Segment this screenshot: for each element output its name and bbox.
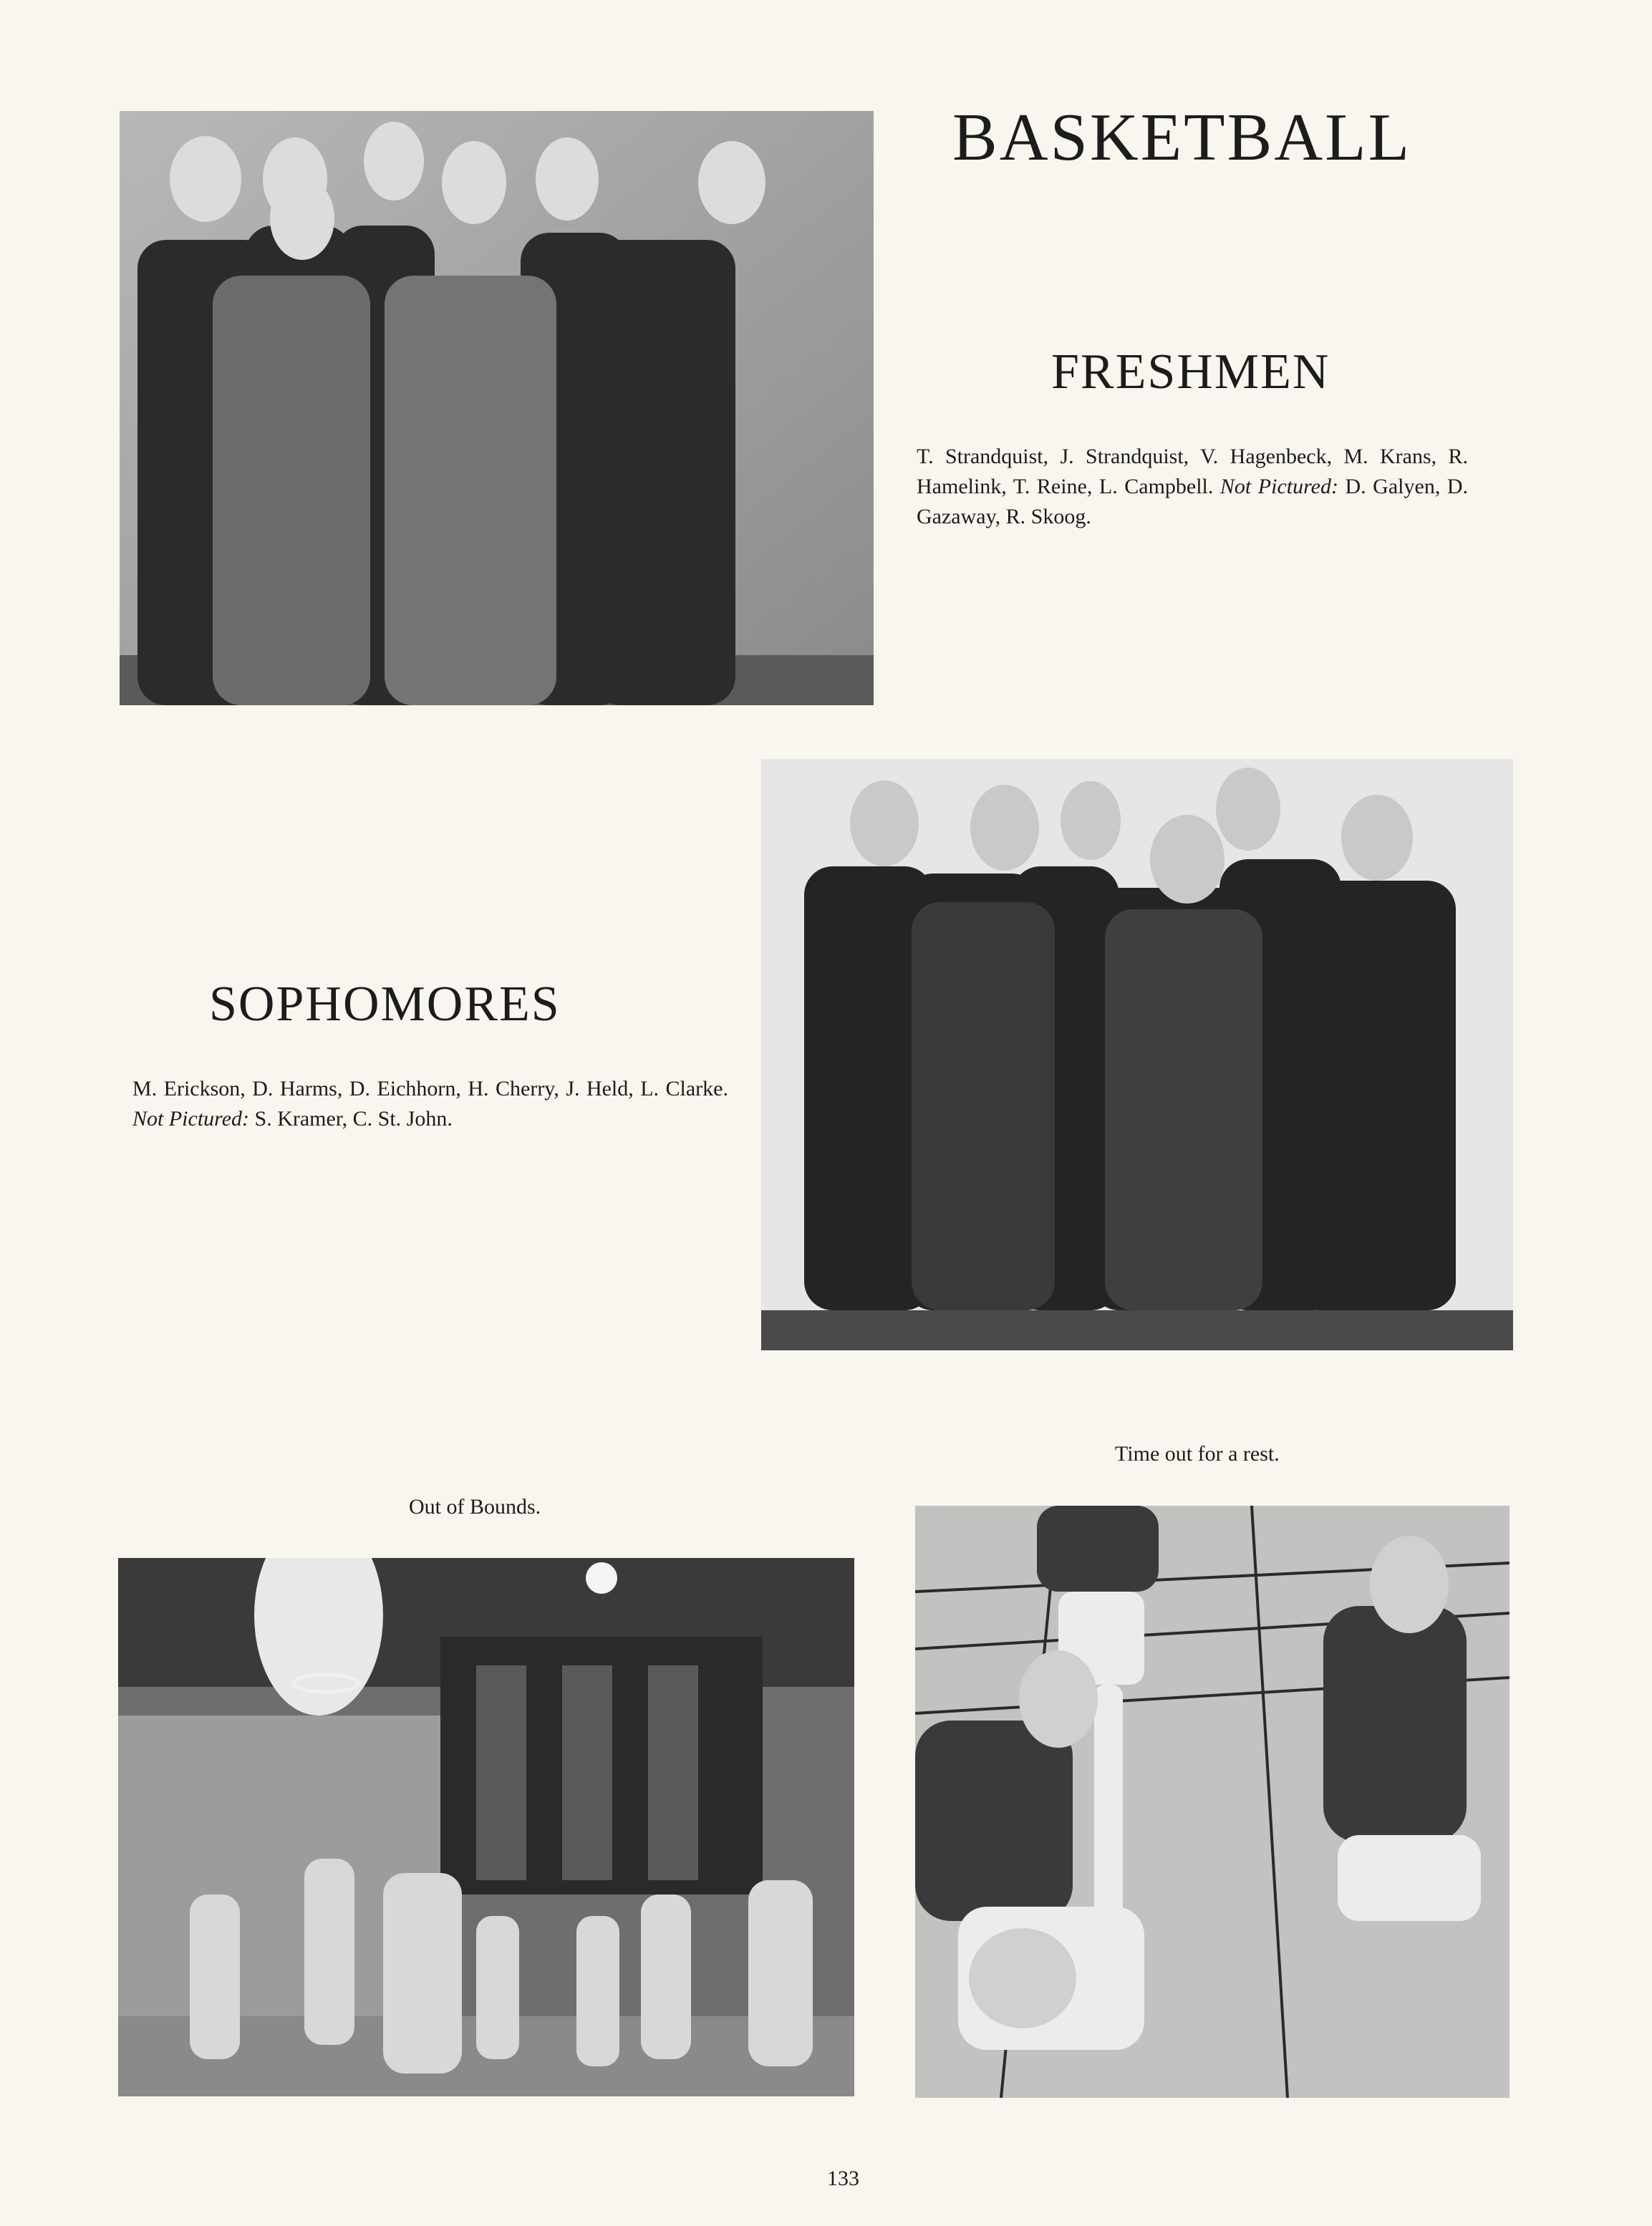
out-of-bounds-photo-image	[118, 1558, 854, 2096]
freshmen-not-pictured-label: Not Pictured:	[1219, 475, 1338, 498]
out-of-bounds-caption: Out of Bounds.	[409, 1495, 541, 1519]
sophomores-team-photo	[761, 759, 1513, 1350]
sophomores-pictured-names: M. Erickson, D. Harms, D. Eichhorn, H. Cherry, J. Held, L. Clarke.	[132, 1077, 728, 1100]
freshmen-names	[917, 442, 1468, 532]
page-title: BASKETBALL	[952, 100, 1411, 175]
time-out-photo	[915, 1506, 1509, 2098]
freshmen-not-pictured-names: D. Galyen, D. Gazaway, R. Skoog.	[917, 475, 1469, 528]
freshmen-heading: FRESHMEN	[1051, 344, 1330, 400]
page-number: 133	[827, 2167, 859, 2190]
time-out-caption: Time out for a rest.	[1115, 1442, 1280, 1466]
freshmen-team-photo-image	[120, 111, 874, 705]
time-out-photo-image	[915, 1506, 1509, 2098]
sophomores-team-photo-image	[761, 759, 1513, 1350]
sophomores-heading: SOPHOMORES	[209, 977, 561, 1032]
freshmen-team-photo	[120, 111, 874, 705]
out-of-bounds-photo	[118, 1558, 854, 2096]
sophomores-names	[132, 1074, 728, 1134]
sophomores-not-pictured-names: S. Kramer, C. St. John.	[254, 1107, 453, 1131]
sophomores-not-pictured-label: Not Pictured:	[132, 1107, 250, 1131]
freshmen-pictured-names: T. Strandquist, J. Strandquist, V. Hagenbeck, M. Krans, R. Hamelink, T. Reine, L. Campbell.	[917, 445, 1468, 498]
